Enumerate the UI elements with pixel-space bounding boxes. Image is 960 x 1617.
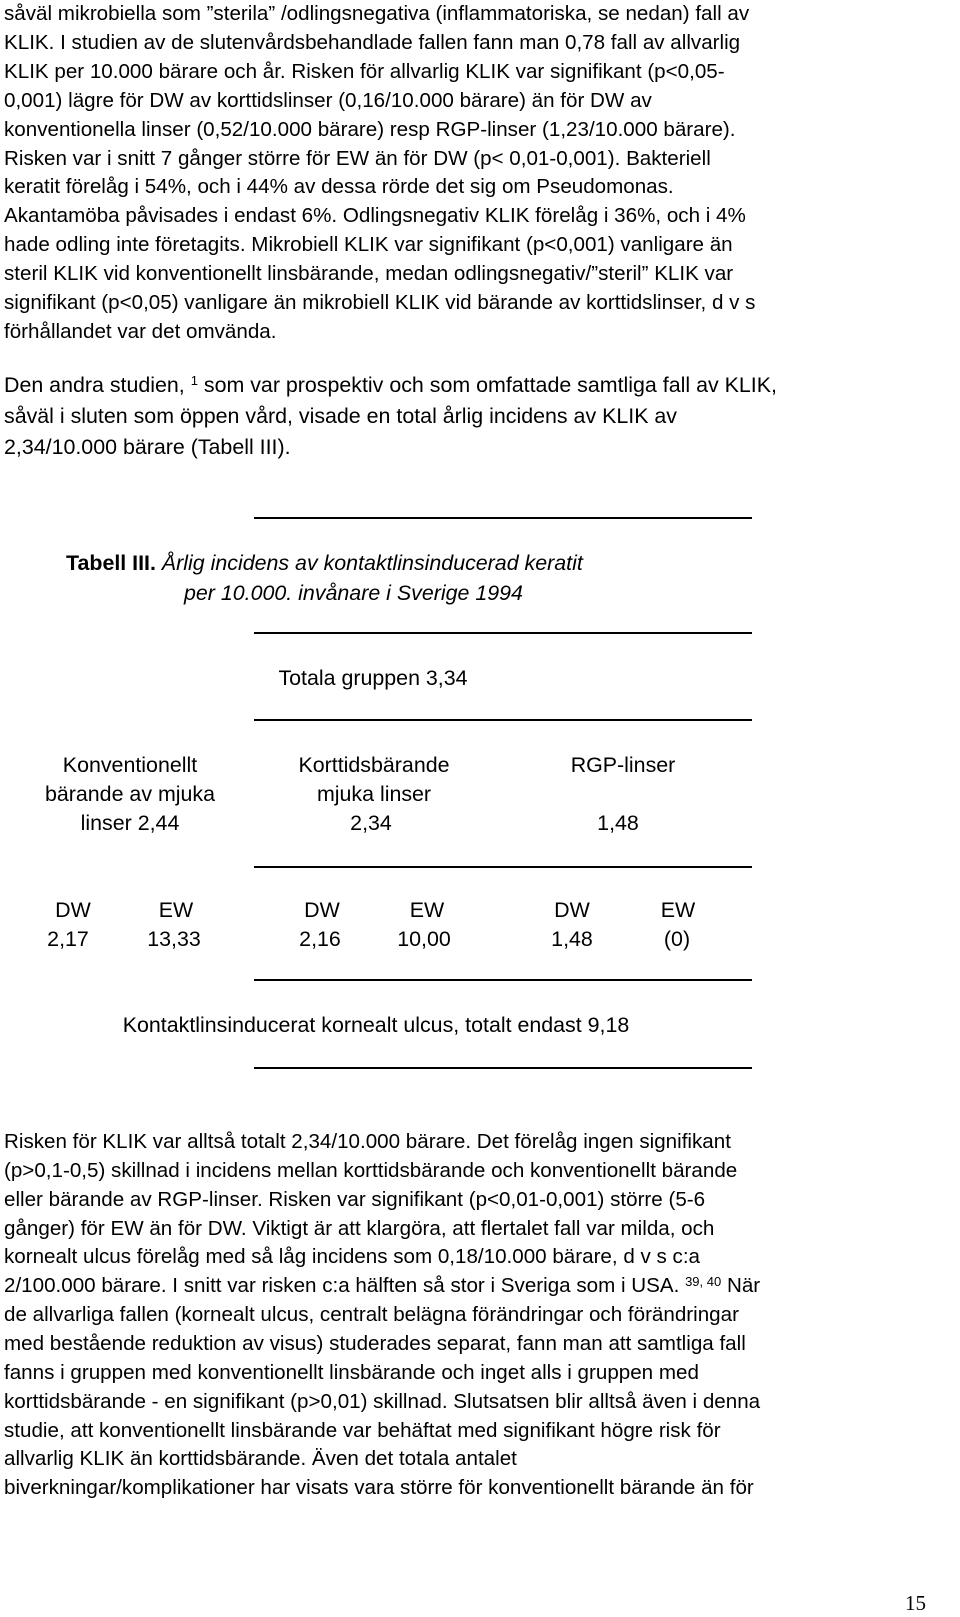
table-caption-label: Tabell III.	[66, 551, 156, 575]
paragraph-1-line: keratit förelåg i 54%, och i 44% av dessa rörde det sig om Pseudomonas.	[4, 175, 674, 199]
table-top-rule	[254, 517, 752, 519]
paragraph-2-line-1: Den andra studien, $^1$ som var prospektiv och som omfattade samtliga fall av KLIK,	[4, 373, 777, 397]
paragraph-1-line: konventionella linser (0,52/10.000 bärare) resp RGP-linser (1,23/10.000 bärare).	[4, 117, 736, 141]
table-total-rule	[254, 719, 752, 721]
paragraph-3-line: Risken för KLIK var alltså totalt 2,34/10.000 bärare. Det förelåg ingen signifikant	[4, 1130, 731, 1153]
wear-value-ew-shortterm: 10,00	[397, 927, 451, 951]
wear-value-ew-rgp: (0)	[663, 927, 691, 951]
group-shortterm-line-3: 2,34	[350, 811, 392, 835]
table-bottom-rule	[254, 1067, 752, 1069]
wear-header-ew-rgp: EW	[660, 898, 696, 922]
wear-value-ew-conventional: 13,33	[147, 927, 201, 951]
wear-value-dw-rgp: 1,48	[551, 927, 593, 951]
paragraph-3-line: eller bärande av RGP-linser. Risken var signifikant (p<0,01-0,001) större (5-6	[4, 1187, 706, 1211]
paragraph-1-line: Risken var i snitt 7 gånger större för EW än för DW (p< 0,01-0,001). Bakteriell	[4, 146, 711, 170]
wear-header-dw-shortterm: DW	[304, 898, 340, 922]
footnote-ref-1: 1	[190, 373, 198, 388]
table-caption: Tabell III. Årlig incidens av kontaktlinsinducerad keratit	[66, 551, 583, 575]
paragraph-1-line: KLIK. I studien av de slutenvårdsbehandlade fallen fann man 0,78 fall av allvarlig	[4, 30, 741, 54]
wear-value-dw-shortterm: 2,16	[299, 927, 341, 951]
paragraph-3-line: studie, att konventionellt linsbärande var behäftat med signifikant högre risk för	[4, 1418, 721, 1442]
paragraph-3-line: fanns i gruppen med konventionellt linsbärande och inget alls i gruppen med	[4, 1360, 699, 1384]
group-rgp-line-3: 1,48	[597, 811, 639, 835]
table-caption-rule	[254, 632, 752, 634]
wear-header-ew-conventional: EW	[158, 898, 194, 922]
group-shortterm-line-2: mjuka linser	[316, 782, 432, 806]
paragraph-1-line: signifikant (p<0,05) vanligare än mikrobiell KLIK vid bärande av korttidslinser, d v s	[4, 291, 756, 314]
paragraph-3-line: kornealt ulcus förelåg med så låg incidens som 0,18/10.000 bärare, d v s c:a	[4, 1245, 701, 1269]
paragraph-3-line: biverkningar/komplikationer har visats vara större för konventionellt bärande än för	[4, 1476, 754, 1500]
paragraph-1-line: Akantamöba påvisades i endast 6%. Odlingsnegativ KLIK förelåg i 36%, och i 4%	[4, 204, 746, 228]
table-caption-line-2: per 10.000. invånare i Sverige 1994	[184, 581, 523, 605]
paragraph-1-line: förhållandet var det omvända.	[4, 319, 277, 343]
group-rgp-line-1: RGP-linser	[570, 753, 676, 777]
wear-header-dw-rgp: DW	[554, 898, 590, 922]
paragraph-1-line: KLIK per 10.000 bärare och år. Risken för allvarlig KLIK var signifikant (p<0,05-	[4, 59, 725, 83]
paragraph-1-line: 0,001) lägre för DW av korttidslinser (0,16/10.000 bärare) än för DW av	[4, 88, 652, 112]
paragraph-1-line: hade odling inte företagits. Mikrobiell KLIK var signifikant (p<0,001) vanligare än	[4, 233, 733, 257]
citation-ref: 39, 40	[685, 1274, 722, 1290]
page-number: 15	[905, 1591, 926, 1615]
group-conventional-line-2: bärande av mjuka	[44, 782, 216, 806]
wear-header-ew-shortterm: EW	[409, 898, 445, 922]
table-wear-rule	[254, 979, 752, 981]
table-footer: Kontaktlinsinducerat kornealt ulcus, totalt endast 9,18	[122, 1013, 630, 1037]
group-conventional-line-3: linser 2,44	[80, 811, 180, 835]
paragraph-3-line-with-citation: 2/100.000 bärare. I snitt var risken c:a hälften så stor i Sveriga som i USA. $^{39, 40}$ När	[4, 1274, 761, 1298]
paragraph-2-line-3: 2,34/10.000 bärare (Tabell III).	[4, 435, 291, 459]
paragraph-3-line: allvarlig KLIK än korttidsbärande. Även det totala antalet	[4, 1447, 517, 1471]
table-total: Totala gruppen 3,34	[278, 666, 468, 690]
paragraph-1-line: steril KLIK vid konventionellt linsbärande, medan odlingsnegativ/”steril” KLIK var	[4, 262, 734, 286]
table-groups-rule	[254, 866, 752, 868]
paragraph-2-line-2: såväl i sluten som öppen vård, visade en total årlig incidens av KLIK av	[4, 404, 677, 428]
paragraph-3-line: (p>0,1-0,5) skillnad i incidens mellan korttidsbärande och konventionellt bärande	[4, 1158, 738, 1182]
paragraph-1-line: såväl mikrobiella som ”sterila” /odlingsnegativa (inflammatoriska, se nedan) fall av	[4, 2, 750, 25]
group-shortterm-line-1: Korttidsbärande	[298, 753, 450, 777]
paragraph-3-line: korttidsbärande - en signifikant (p>0,01) skillnad. Slutsatsen blir alltså även i denna	[4, 1389, 761, 1413]
wear-value-dw-conventional: 2,17	[47, 927, 89, 951]
paragraph-3-line: de allvarliga fallen (kornealt ulcus, centralt belägna förändringar och förändringar	[4, 1303, 739, 1327]
paragraph-3-line: med bestående reduktion av visus) studerades separat, fann man att samtliga fall	[4, 1331, 746, 1355]
paragraph-3-line: gånger) för EW än för DW. Viktigt är att klargöra, att flertalet fall var milda, och	[4, 1216, 715, 1240]
wear-header-dw-conventional: DW	[55, 898, 91, 922]
group-conventional-line-1: Konventionellt	[62, 753, 198, 777]
